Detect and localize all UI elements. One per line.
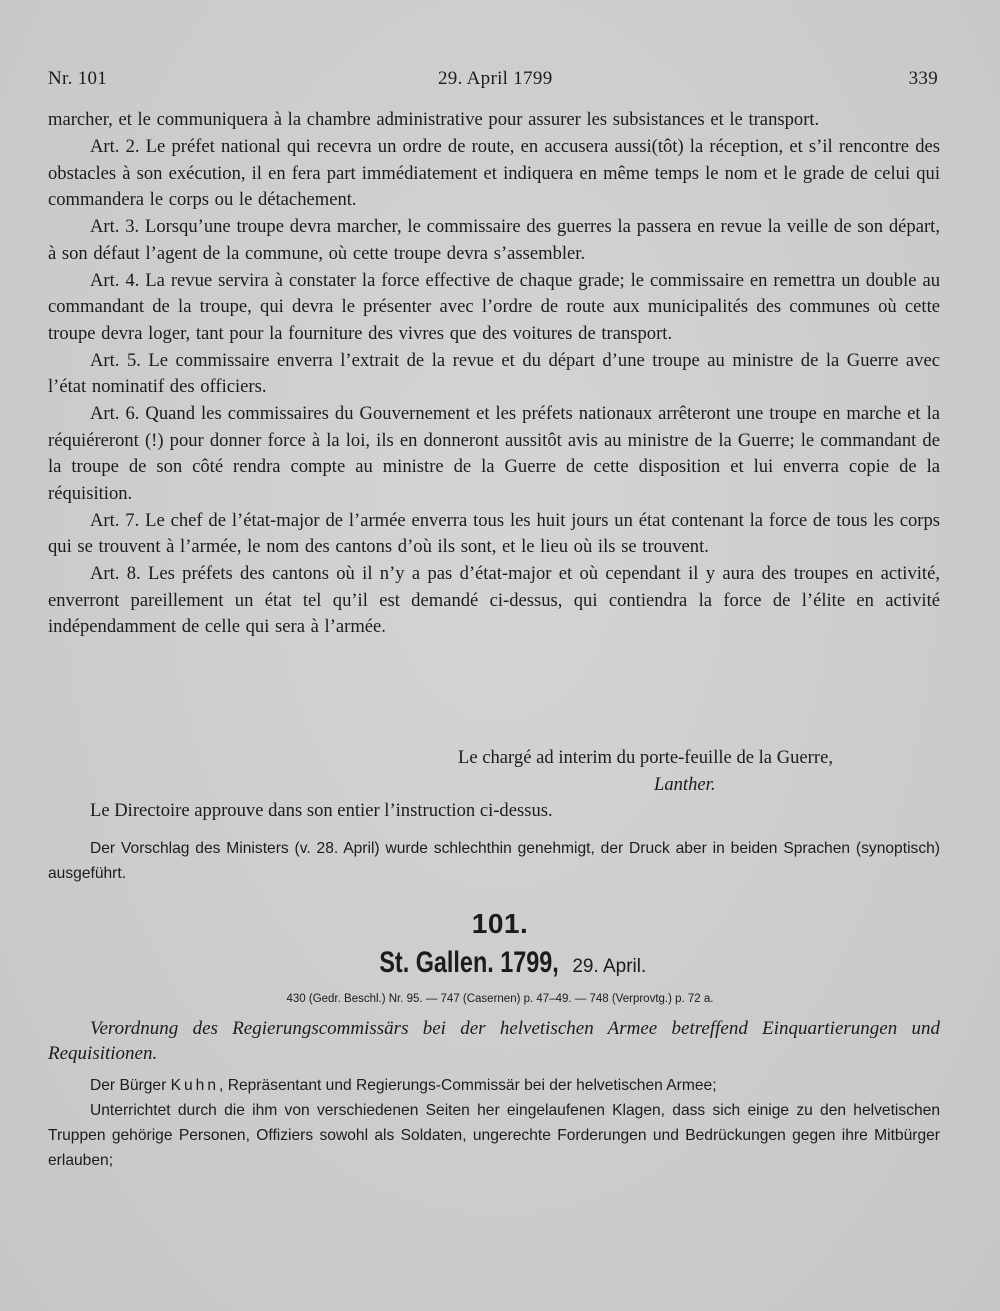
german-note-text: Der Vorschlag des Ministers (v. 28. April) wurde schlechthin genehmigt, der Druck aber in beiden Sprachen (synoptisch) ausgeführt.	[48, 840, 940, 882]
page-number: 339	[908, 68, 938, 89]
document-date: 29. April.	[572, 956, 647, 977]
running-head	[48, 68, 938, 92]
german-editorial-note	[48, 836, 940, 886]
preamble-considering: Unterrichtet durch die ihm von verschiedenen Seiten her eingelaufenen Klagen, dass sich einige zu den helvetischen Truppen gehörige Personen, Offiziers sowohl als Soldaten, ungerechte Forderungen und Bedrückungen gegen ihre Mitbürger erlauben;	[48, 1102, 940, 1169]
article-6: Art. 6. Quand les commissaires du Gouvernement et les préfets nationaux arrêteront une troupe en marche et la réquiéreront (!) pour donner force à la loi, ils en donneront aussitôt avis au ministre de la Guerre; le commandant de la troupe de son côté rendra compte au ministre de la Guerre de cette disposition et lui enverra copie de la réquisition.	[48, 403, 940, 504]
signatory-name: Lanther.	[654, 773, 716, 795]
preamble-rest: , Repräsentant und Regierungs-Commissär bei der helvetischen Armee;	[219, 1077, 717, 1094]
document-title-text: Verordnung des Regierungscommissärs bei der helvetischen Armee betreffend Einquartierungen und Requisitionen.	[48, 1018, 940, 1064]
document-place-year: St. Gallen. 1799,	[379, 946, 559, 979]
article-7: Art. 7. Le chef de l’état-major de l’armée enverra tous les huit jours un état contenant la force de tous les corps qui se trouvent à l’armée, le nom des cantons d’où ils sont, et le lieu où ils se trouvent.	[48, 509, 940, 557]
preamble-prefix: Der Bürger	[90, 1077, 171, 1094]
commissioner-name: Kuhn	[170, 1077, 220, 1094]
signatory-title: Le chargé ad interim du porte-feuille de la Guerre,	[458, 747, 833, 768]
document-heading	[0, 946, 1000, 980]
preamble-intro	[48, 1073, 940, 1098]
document-number-header: Nr. 101	[48, 68, 108, 89]
header-date: 29. April 1799	[438, 68, 553, 89]
article-4: Art. 4. La revue servira à constater la force effective de chaque grade; le commissaire en remettra un double au commandant de la troupe, qui devra le présenter avec l’ordre de route aux municipalités des communes où cette troupe devra loger, tant pour la fourniture des vivres que des voitures de transport.	[48, 269, 940, 344]
article-8: Art. 8. Les préfets des cantons où il n’y a pas d’état-major et où cependant il y aura des troupes en activité, enverront pareillement un état tel qu’il est demandé ci-dessus, qui contiendra la force de l’élite en activité indépendamment de celle qui sera à l’armée.	[48, 563, 940, 637]
article-3: Art. 3. Lorsqu’une troupe devra marcher, le commissaire des guerres la passera en revue la veille de son départ, à son défaut l’agent de la commune, où cette troupe devra s’assembler.	[48, 216, 940, 264]
archive-references: 430 (Gedr. Beschl.) Nr. 95. — 747 (Casernen) p. 47–49. — 748 (Verprovtg.) p. 72 a.	[286, 993, 714, 1005]
document-number: 101.	[471, 908, 529, 939]
document-title	[48, 1016, 940, 1066]
article-2: Art. 2. Le préfet national qui recevra un ordre de route, en accusera aussi(tôt) la réception, et s’il rencontre des obstacles à son exécution, il en fera part immédiatement et indiquera en même temps le nom et le grade de celui qui commandera le corps ou le détachement.	[48, 136, 940, 210]
paragraph-continuation: marcher, et le communiquera à la chambre administrative pour assurer les subsistances et le transport.	[48, 109, 820, 130]
french-instruction-text	[48, 107, 940, 641]
signature-block	[48, 745, 940, 798]
directoire-approval: Le Directoire approuve dans son entier l’instruction ci-dessus.	[90, 800, 553, 821]
ordinance-preamble	[48, 1073, 940, 1173]
article-5: Art. 5. Le commissaire enverra l’extrait de la revue et du départ d’une troupe au ministre de la Guerre avec l’état nominatif des officiers.	[48, 349, 940, 397]
